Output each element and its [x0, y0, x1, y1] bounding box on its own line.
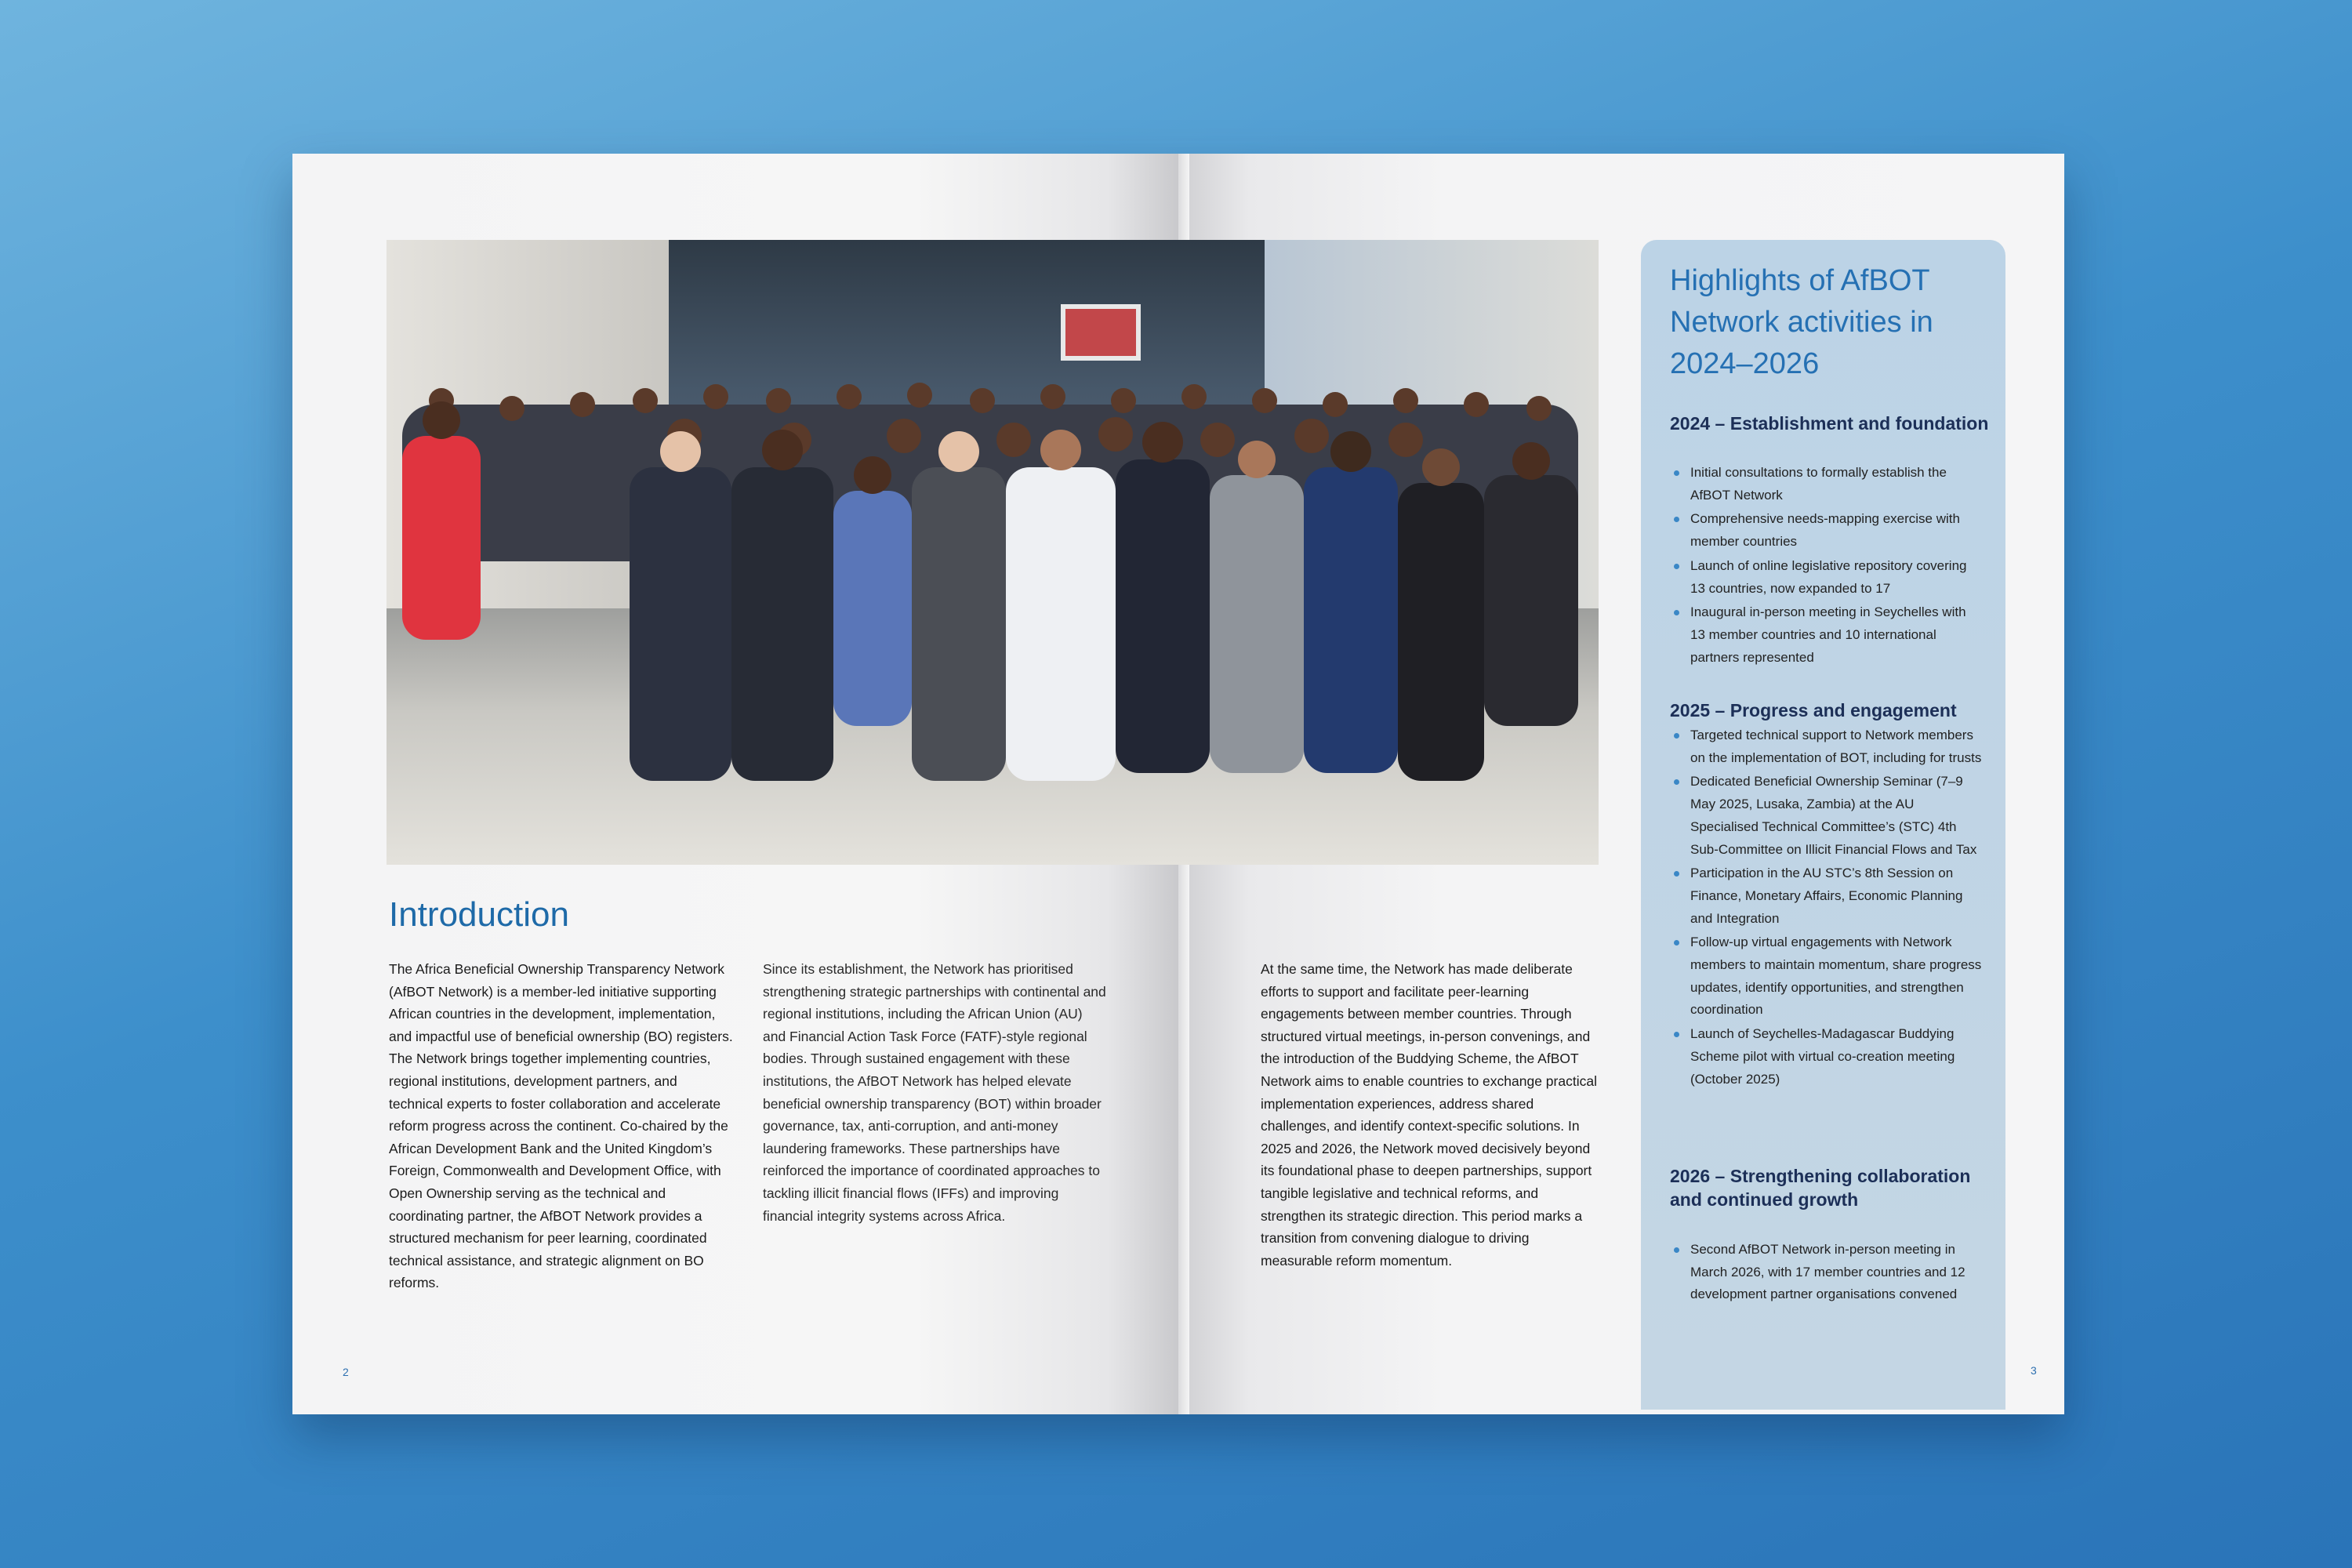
list-item: Launch of online legislative repository covering 13 countries, now expanded to 17 [1670, 555, 1984, 600]
intro-column-2 [763, 958, 1108, 1227]
section-2026-list [1670, 1239, 1984, 1308]
list-item: Second AfBOT Network in-person meeting in March 2026, with 17 member countries and 12 development partner organisations convened [1670, 1239, 1984, 1306]
intro-paragraph-1: The Africa Beneficial Ownership Transparency Network (AfBOT Network) is a member-led initiative supporting African countries in the development, implementation, and impactful use of beneficial ownership (BO) registers. The Network brings together implementing countries, regional institutions, development partners, and technical experts to foster collaboration and accelerate reform progress across the continent. Co-chaired by the African Development Bank and the United Kingdom’s Foreign, Commonwealth and Development Office, with Open Ownership serving as the technical and coordinating partner, the AfBOT Network provides a structured mechanism for peer learning, coordinated technical assistance, and strategic alignment on BO reforms. [389, 961, 733, 1291]
intro-title: Introduction [389, 895, 569, 934]
section-2024-list [1670, 462, 1984, 670]
section-2025-list [1670, 724, 1984, 1092]
page-number-right: 3 [2031, 1364, 2037, 1377]
intro-column-3 [1261, 958, 1598, 1272]
intro-paragraph-2: Since its establishment, the Network has prioritised strengthening strategic partnerships with continental and regional institutions, including the African Union (AU) and Financial Action Task Force (FATF)-style regional bodies. Through sustained engagement with these institutions, the AfBOT Network has helped elevate beneficial ownership transparency (BOT) within broader governance, tax, anti-corruption, and anti-money laundering frameworks. These partnerships have reinforced the importance of coordinated approaches to tackling illicit financial flows (IFFs) and improving financial integrity systems across Africa. [763, 961, 1106, 1224]
list-item: Participation in the AU STC’s 8th Session on Finance, Monetary Affairs, Economic Planning and Integration [1670, 862, 1984, 930]
group-photo [387, 240, 1599, 865]
section-2026-heading: 2026 – Strengthening collaboration and continued growth [1670, 1166, 1971, 1210]
list-item: Launch of Seychelles-Madagascar Buddying Scheme pilot with virtual co-creation meeting (October 2025) [1670, 1023, 1984, 1091]
page-number-left: 2 [343, 1366, 349, 1378]
list-item: Follow-up virtual engagements with Network members to maintain momentum, share progress updates, identify opportunities, and strengthen coordination [1670, 931, 1984, 1022]
section-2025-heading: 2025 – Progress and engagement [1670, 700, 1957, 720]
list-item: Dedicated Beneficial Ownership Seminar (7–9 May 2025, Lusaka, Zambia) at the AU Specialised Technical Committee’s (STC) 4th Sub-Committee on Illicit Financial Flows and Tax [1670, 771, 1984, 861]
intro-paragraph-3: At the same time, the Network has made deliberate efforts to support and facilitate peer-learning engagements between member countries. Through structured virtual meetings, in-person convenings, and the introduction of the Buddying Scheme, the AfBOT Network aims to enable countries to exchange practical implementation experiences, address shared challenges, and identify context-specific solutions. In 2025 and 2026, the Network moved decisively beyond its foundational phase to deepen partnerships, support tangible legislative and technical reforms, and strengthen its strategic direction. This period marks a transition from convening dialogue to driving measurable reform momentum. [1261, 961, 1597, 1269]
list-item: Targeted technical support to Network members on the implementation of BOT, including for trusts [1670, 724, 1984, 769]
crowd-illustration [387, 240, 1599, 865]
section-2024-heading: 2024 – Establishment and foundation [1670, 413, 1989, 434]
list-item: Inaugural in-person meeting in Seychelles with 13 member countries and 10 international partners represented [1670, 601, 1984, 669]
list-item: Initial consultations to formally establish the AfBOT Network [1670, 462, 1984, 506]
intro-column-1 [389, 958, 734, 1294]
list-item: Comprehensive needs-mapping exercise with member countries [1670, 508, 1984, 553]
highlights-title: Highlights of AfBOT Network activities in 2024–2026 [1670, 264, 1933, 380]
